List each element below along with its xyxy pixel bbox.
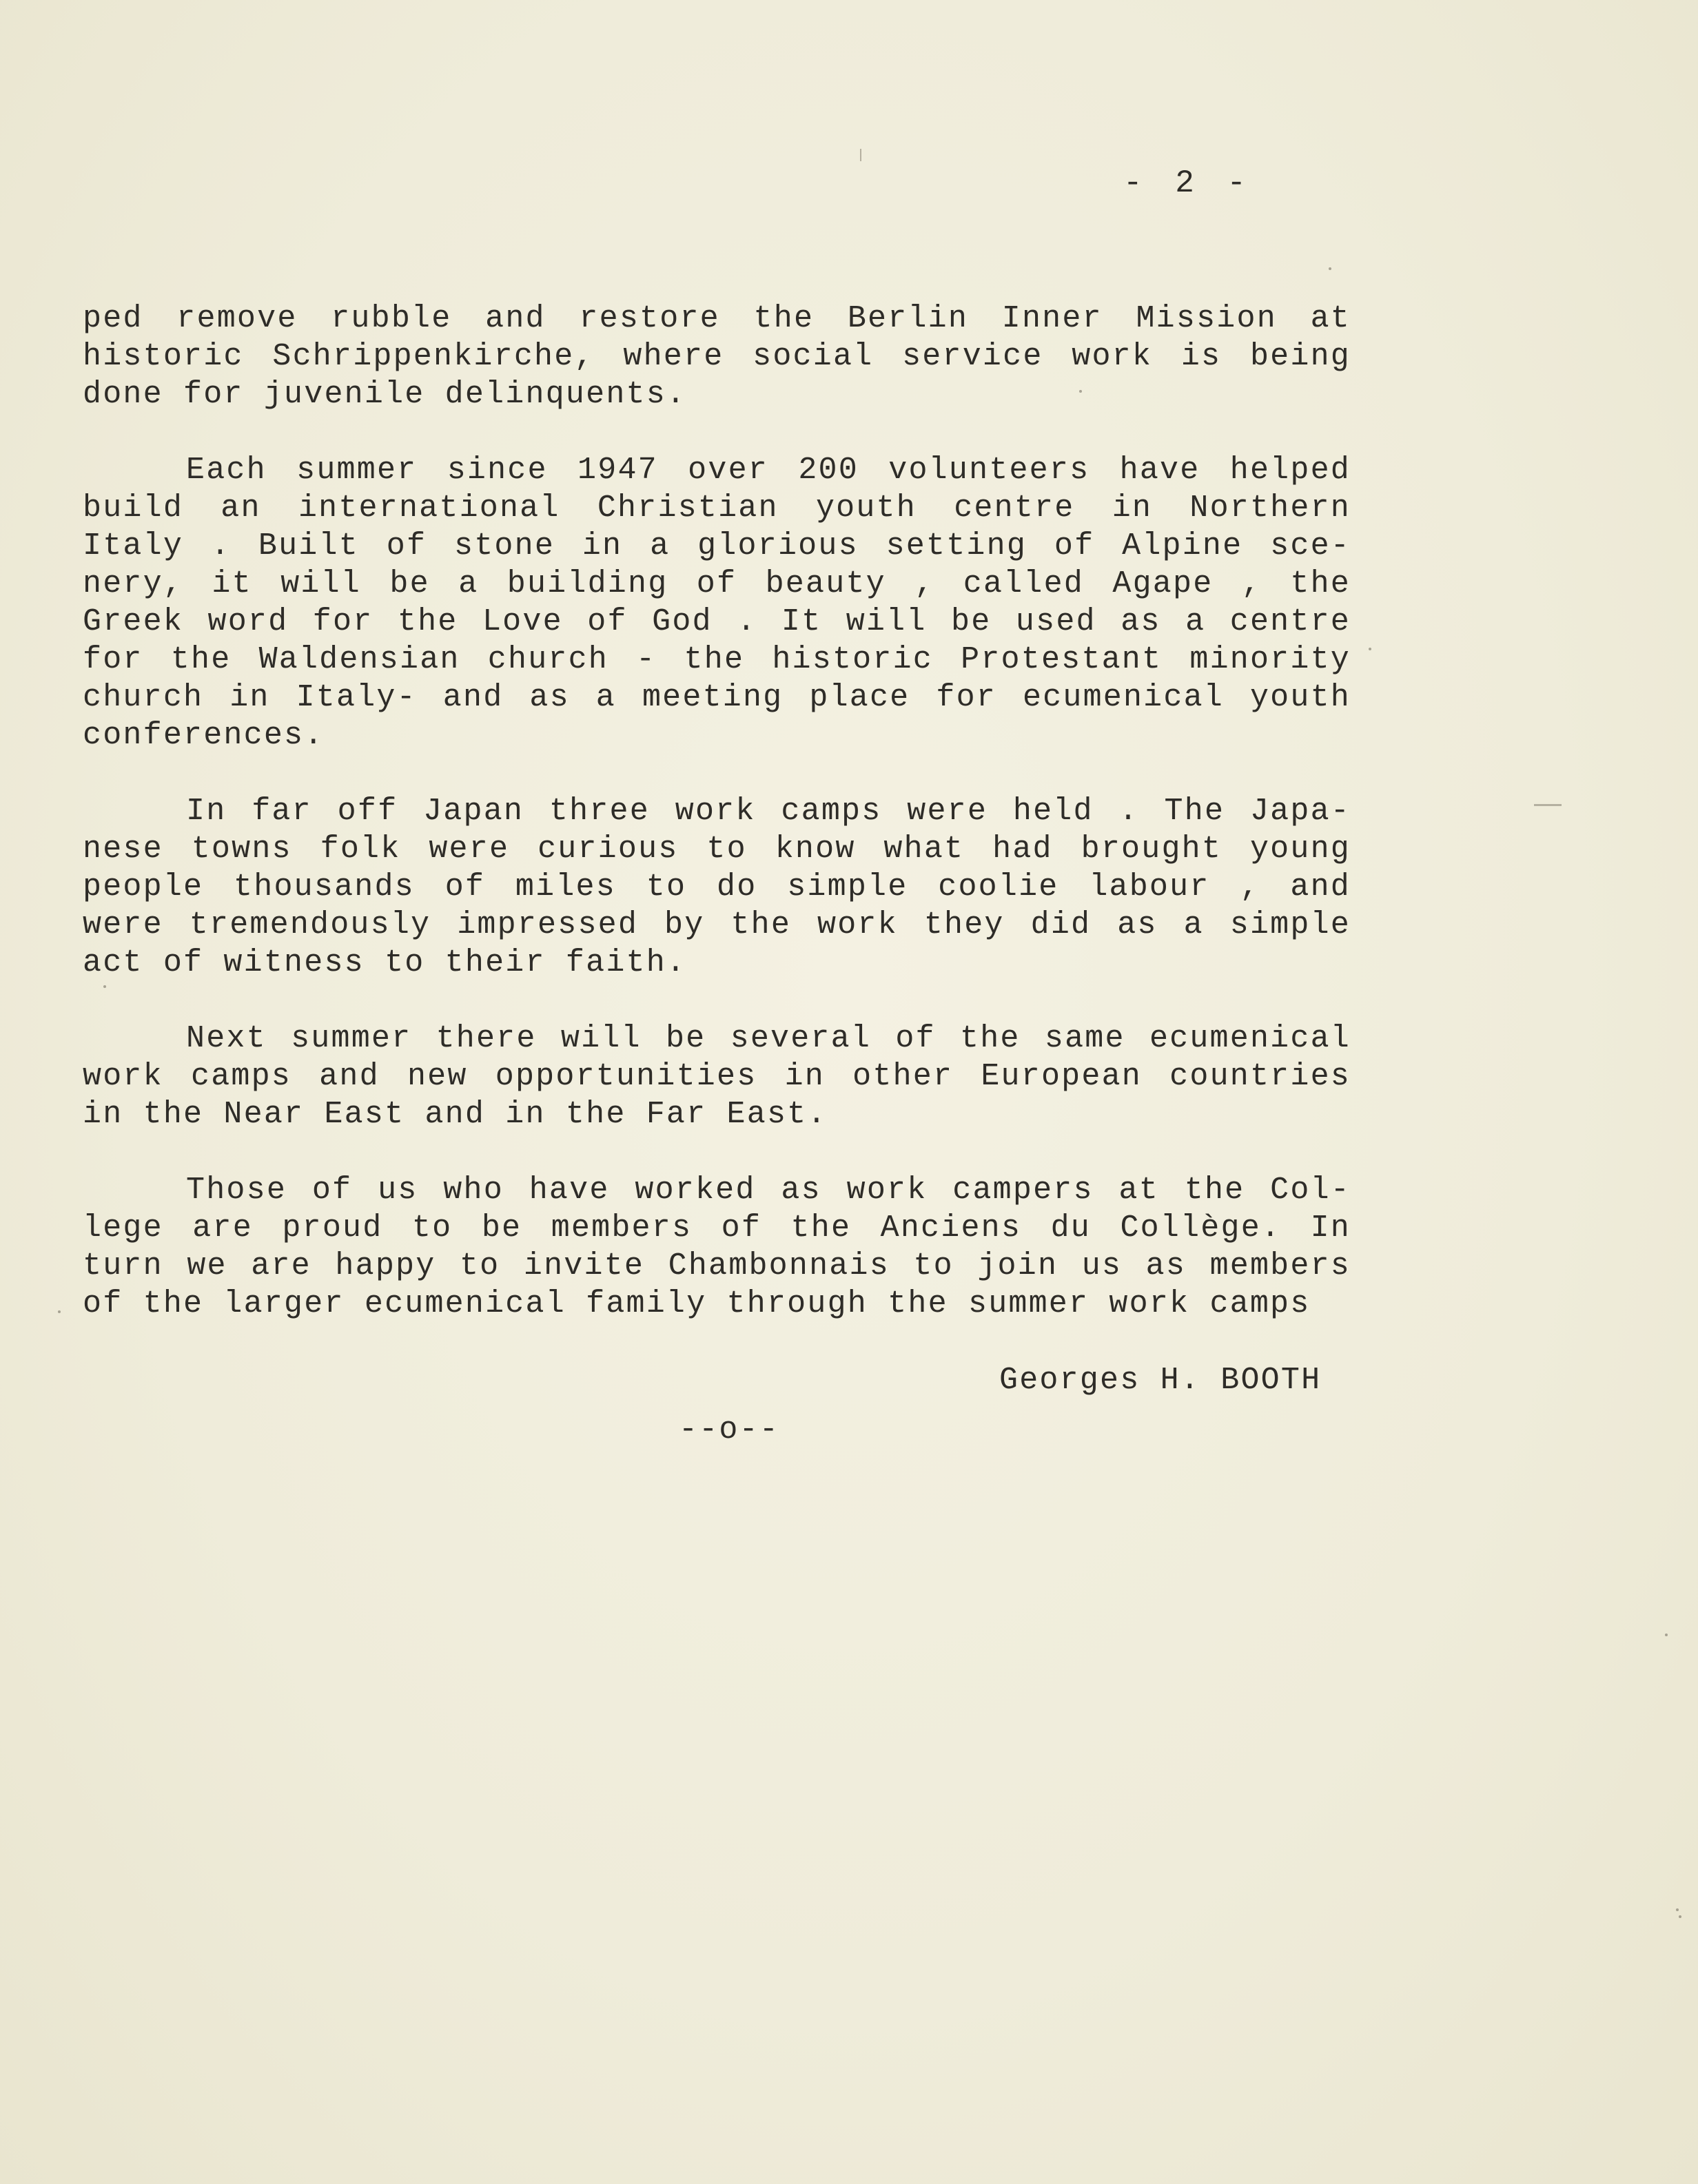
paragraph-invitation	[83, 1171, 1351, 1323]
paragraph-continuation	[83, 300, 1351, 413]
paragraph-japan	[83, 792, 1351, 982]
text-line: ped remove rubble and restore the Berlin Inner Mission at	[83, 301, 1351, 336]
text-line: nese towns folk were curious to know what had brought young	[83, 832, 1351, 867]
text-line: work camps and new opportunities in other European countries	[83, 1059, 1351, 1094]
paper-speck	[1679, 1915, 1681, 1918]
text-line: church in Italy- and as a meeting place for ecumenical youth	[83, 680, 1351, 715]
text-line: nery, it will be a building of beauty , called Agape , the	[83, 566, 1351, 601]
text-line: turn we are happy to invite Chambonnais to join us as members	[83, 1248, 1351, 1284]
text-line: in the Near East and in the Far East.	[83, 1097, 828, 1132]
text-line: done for juvenile delinquents.	[83, 377, 687, 412]
paper-speck	[1369, 648, 1371, 650]
text-line: historic Schrippenkirche, where social service work is being	[83, 339, 1351, 374]
text-line: of the larger ecumenical family through the summer work camps	[83, 1286, 1311, 1321]
page-number: - 2 -	[1123, 165, 1254, 201]
text-line: Greek word for the Love of God . It will be used as a centre	[83, 604, 1351, 639]
paper-mark	[860, 149, 861, 161]
text-line: In far off Japan three work camps were held . The Japa-	[186, 794, 1351, 829]
text-line: build an international Christian youth centre in Northern	[83, 491, 1351, 526]
signature: Georges H. BOOTH	[999, 1363, 1322, 1398]
text-line: Italy . Built of stone in a glorious setting of Alpine sce-	[83, 528, 1351, 564]
text-line: Each summer since 1947 over 200 volunteers have helped	[186, 453, 1351, 488]
text-line: people thousands of miles to do simple coolie labour , and	[83, 869, 1351, 905]
paper-speck	[1665, 1634, 1668, 1636]
paper-mark	[1534, 804, 1562, 806]
paper-speck	[1079, 390, 1082, 393]
paper-speck	[58, 1310, 61, 1313]
paragraph-agape	[83, 451, 1351, 754]
end-mark: --o--	[679, 1412, 780, 1448]
paper-speck	[103, 985, 106, 988]
paper-speck	[1676, 1908, 1679, 1911]
text-line: were tremendously impressed by the work they did as a simple	[83, 907, 1351, 942]
text-line: conferences.	[83, 718, 325, 753]
letter-body	[83, 300, 1351, 1361]
text-line: for the Waldensian church - the historic Protestant minority	[83, 642, 1351, 677]
text-line: lege are proud to be members of the Anciens du Collège. In	[83, 1211, 1351, 1246]
text-line: Those of us who have worked as work campers at the Col-	[186, 1173, 1351, 1208]
text-line: Next summer there will be several of the same ecumenical	[186, 1021, 1351, 1056]
paper-speck	[1329, 267, 1331, 270]
text-line: act of witness to their faith.	[83, 945, 687, 980]
paragraph-next-summer	[83, 1020, 1351, 1133]
